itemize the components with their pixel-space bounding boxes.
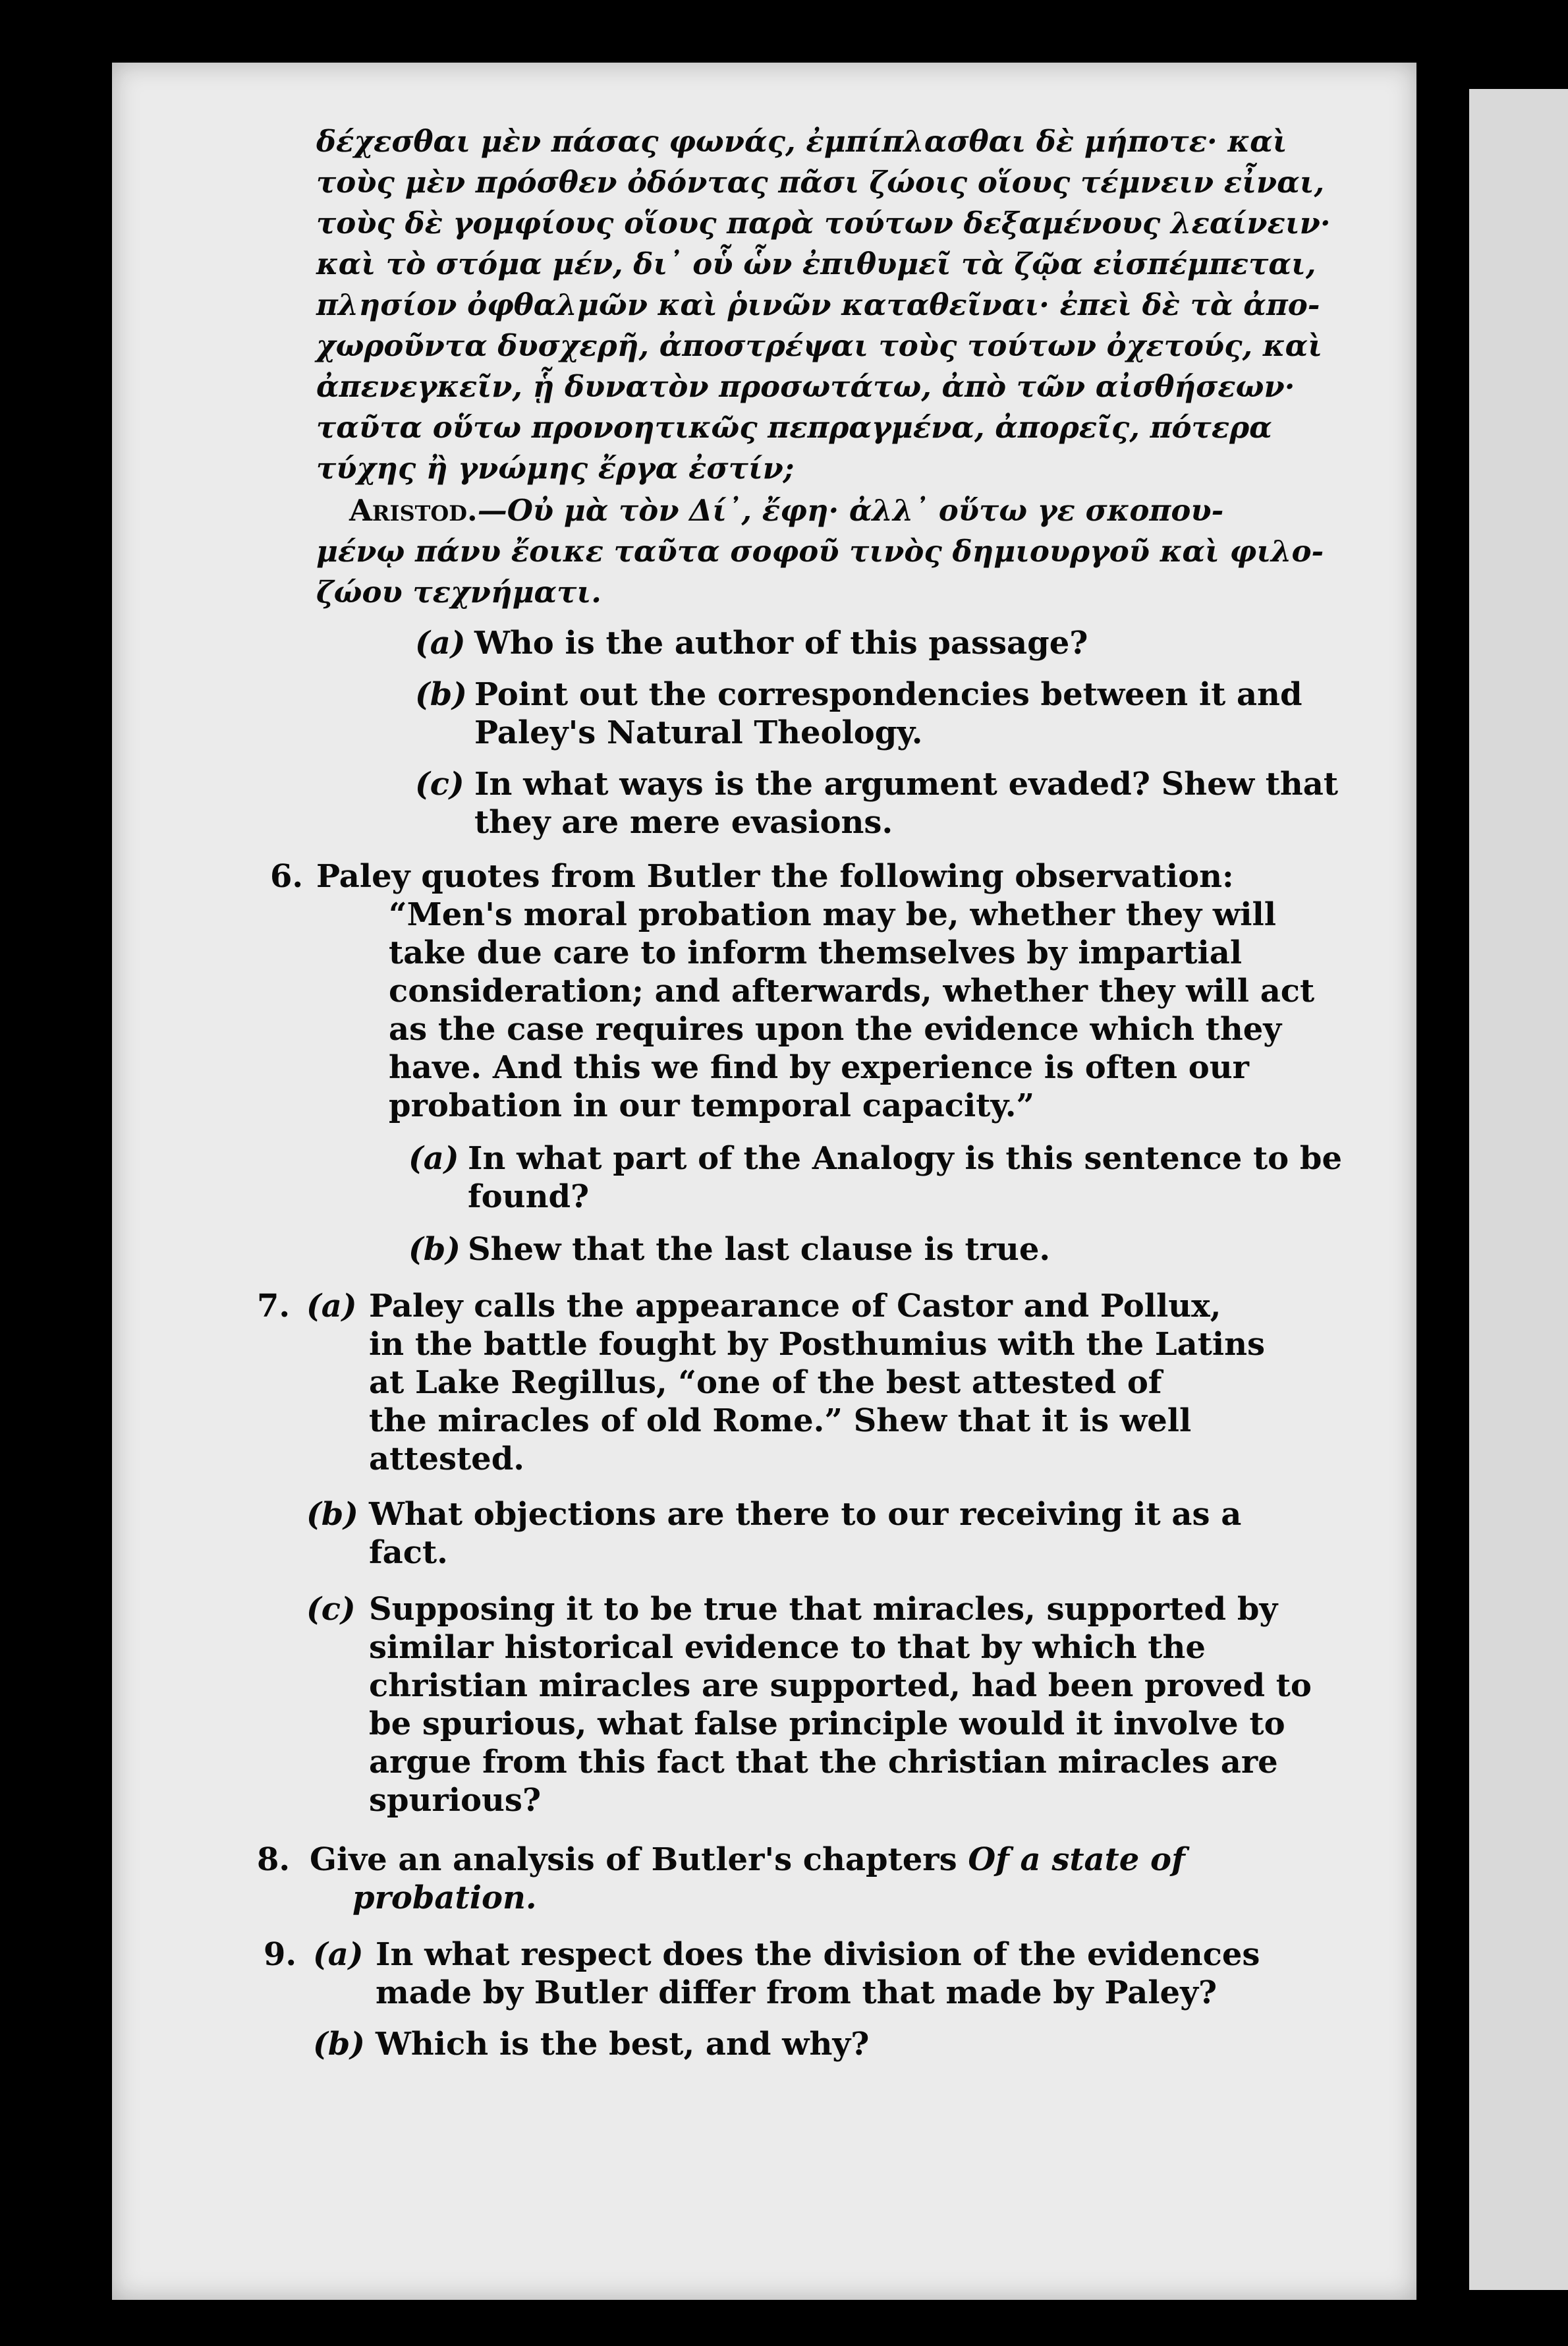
q5-b-line: Point out the correspondencies between it and: [474, 676, 1302, 713]
q7-c-line: be spurious, what false principle would it involve to: [369, 1705, 1285, 1742]
q7-a-line: Paley calls the appearance of Castor and Pollux,: [369, 1288, 1221, 1325]
q6-a-line: found?: [468, 1178, 590, 1215]
q7-b-line: fact.: [369, 1534, 448, 1571]
greek-reply: —Οὐ μὰ τὸν Δί᾽, ἔφη· ἀλλ᾽ οὕτω γε σκοπου-: [477, 493, 1224, 528]
q9-number: 9.: [264, 1936, 297, 1973]
greek-reply-line: μένῳ πάνυ ἔοικε ταῦτα σοφοῦ τινὸς δημιουργοῦ καὶ φιλο-: [316, 534, 1324, 569]
greek-line: ἀπενεγκεῖν, ᾗ δυνατὸν προσωτάτω, ἀπὸ τῶν αἰσθήσεων·: [316, 369, 1295, 404]
q7-a-line: in the battle fought by Posthumius with the Latins: [369, 1326, 1266, 1363]
q6-b-label: (b): [408, 1231, 461, 1268]
q6-line: take due care to inform themselves by impartial: [389, 934, 1243, 971]
q6-line: “Men's moral probation may be, whether they will: [389, 896, 1276, 933]
q9-b-label: (b): [313, 2026, 365, 2063]
q8-number: 8.: [257, 1841, 291, 1878]
q7-a-line: the miracles of old Rome.” Shew that it is well: [369, 1402, 1192, 1439]
greek-line: τοὺς δὲ γομφίους οἵους παρὰ τούτων δεξαμένους λεαίνειν·: [316, 206, 1331, 241]
q6-line: as the case requires upon the evidence which they: [389, 1011, 1282, 1048]
q8-chapter-title: Of a state of: [968, 1841, 1185, 1878]
q7-c-line: argue from this fact that the christian miracles are: [369, 1744, 1278, 1781]
greek-reply-line: ζώου τεχνήματι.: [316, 575, 602, 610]
q5-c-label: (c): [415, 766, 464, 803]
q5-a-text: Who is the author of this passage?: [474, 625, 1088, 662]
q9-b-text: Which is the best, and why?: [376, 2026, 870, 2063]
q7-c-line: similar historical evidence to that by which the: [369, 1629, 1206, 1666]
q7-c-line: Supposing it to be true that miracles, supported by: [369, 1591, 1278, 1628]
q6-a-label: (a): [408, 1140, 459, 1177]
greek-line: ταῦτα οὕτω προνοητικῶς πεπραγμένα, ἀπορεῖς, πότερα: [316, 410, 1272, 445]
q8-line: [310, 1841, 1185, 1879]
q5-c-line: In what ways is the argument evaded? Shew that: [474, 766, 1339, 803]
greek-line: πλησίον ὀφθαλμῶν καὶ ῥινῶν καταθεῖναι· ἐπεὶ δὲ τὰ ἀπο-: [316, 287, 1320, 322]
q7-a-line: attested.: [369, 1441, 524, 1477]
exam-page: [112, 63, 1416, 2300]
q7-a-label: (a): [306, 1288, 357, 1325]
greek-line: δέχεσθαι μὲν πάσας φωνάς, ἐμπίπλασθαι δὲ μήποτε· καὶ: [316, 124, 1287, 159]
q7-b-line: What objections are there to our receiving it as a: [369, 1496, 1242, 1533]
q5-c-line: they are mere evasions.: [474, 804, 893, 841]
q6-line: Paley quotes from Butler the following observation:: [316, 858, 1234, 895]
q5-b-label: (b): [415, 676, 467, 713]
greek-line: τύχης ἢ γνώμης ἔργα ἐστίν;: [316, 451, 795, 486]
speaker-name: Aristod.: [349, 493, 478, 528]
greek-line: καὶ τὸ στόμα μέν, δι᾽ οὗ ὧν ἐπιθυμεῖ τὰ ζῷα εἰσπέμπεται,: [316, 246, 1316, 281]
q6-number: 6.: [270, 858, 304, 895]
greek-reply-first-line: [349, 491, 1223, 530]
q9-a-label: (a): [313, 1936, 364, 1973]
q8-text: Give an analysis of Butler's chapters: [310, 1841, 957, 1878]
greek-line: χωροῦντα δυσχερῆ, ἀποστρέψαι τοὺς τούτων ὀχετούς, καὶ: [316, 328, 1322, 363]
q7-c-line: spurious?: [369, 1782, 542, 1819]
greek-line: τοὺς μὲν πρόσθεν ὀδόντας πᾶσι ζώοις οἵους τέμνειν εἶναι,: [316, 165, 1325, 200]
q9-a-line: In what respect does the division of the evidences: [376, 1936, 1260, 1973]
q6-line: probation in our temporal capacity.”: [389, 1087, 1035, 1124]
q7-number: 7.: [257, 1288, 291, 1325]
q7-c-label: (c): [306, 1591, 356, 1628]
q6-a-line: In what part of the Analogy is this sentence to be: [468, 1140, 1343, 1177]
q7-a-line: at Lake Regillus, “one of the best attested of: [369, 1364, 1162, 1401]
q7-b-label: (b): [306, 1496, 358, 1533]
q6-b-text: Shew that the last clause is true.: [468, 1231, 1051, 1268]
q7-c-line: christian miracles are supported, had been proved to: [369, 1667, 1312, 1704]
q8-chapter-title-cont: probation.: [352, 1879, 537, 1916]
q5-a-label: (a): [415, 625, 466, 662]
q6-line: have. And this we find by experience is often our: [389, 1049, 1249, 1086]
q6-line: consideration; and afterwards, whether they will act: [389, 973, 1315, 1010]
adjacent-page-edge: [1469, 89, 1568, 2290]
q5-b-line: Paley's Natural Theology.: [474, 714, 923, 751]
q9-a-line: made by Butler differ from that made by Paley?: [376, 1974, 1218, 2011]
